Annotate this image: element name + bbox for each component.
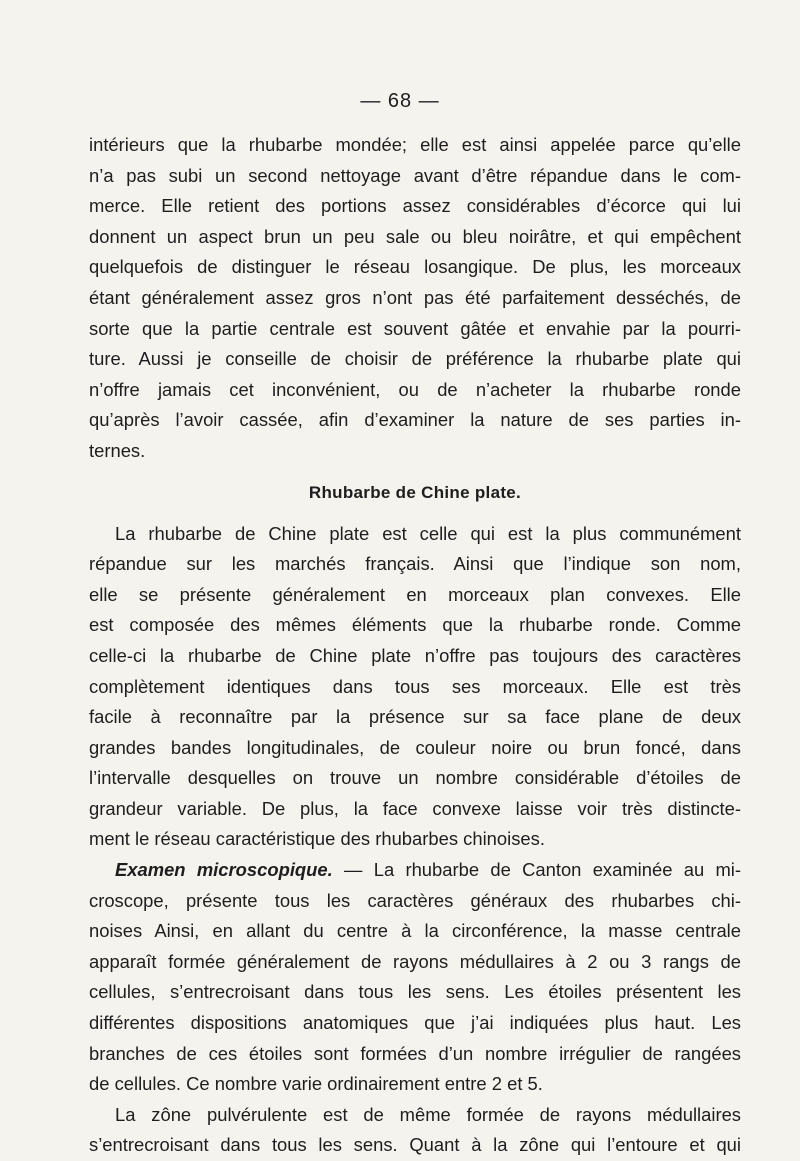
text-line: complètement identiques dans tous ses morceaux. Elle est très: [89, 675, 741, 697]
text-line: ternes.: [89, 439, 146, 461]
page-number: — 68 —: [360, 90, 440, 112]
text-line: merce. Elle retient des portions assez considérables d’écorce qui lui: [89, 195, 741, 217]
text-line: celle-ci la rhubarbe de Chine plate n’offre pas toujours des caractères: [89, 644, 741, 666]
text-line: grandes bandes longitudinales, de couleur noire ou brun foncé, dans: [89, 736, 741, 758]
text-line: branches de ces étoiles sont formées d’un nombre irrégulier de rangées: [89, 1042, 741, 1064]
text-line: cellules, s’entrecroisant dans tous les sens. Les étoiles présentent les: [89, 981, 741, 1003]
text-line: ture. Aussi je conseille de choisir de préférence la rhubarbe plate qui: [89, 348, 741, 370]
text-line: apparaît formée généralement de rayons médullaires à 2 ou 3 rangs de: [89, 950, 741, 972]
text-line: ment le réseau caractéristique des rhubarbes chinoises.: [89, 828, 545, 850]
paragraph-1: [89, 130, 741, 467]
text-line: n’a pas subi un second nettoyage avant d’être répandue dans le com-: [89, 164, 741, 186]
text-line: de cellules. Ce nombre varie ordinairement entre 2 et 5.: [89, 1073, 543, 1095]
text-line: est composée des mêmes éléments que la rhubarbe ronde. Comme: [89, 614, 741, 636]
section-heading: Rhubarbe de Chine plate.: [308, 482, 522, 502]
text-line: donnent un aspect brun un peu sale ou bleu noirâtre, et qui empêchent: [89, 225, 741, 247]
text-line: sorte que la partie centrale est souvent gâtée et envahie par la pourri-: [89, 317, 741, 339]
text-line: La zône pulvérulente est de même formée de rayons médullaires: [115, 1103, 741, 1125]
text-line: intérieurs que la rhubarbe mondée; elle est ainsi appelée parce qu’elle: [89, 134, 741, 155]
text-line: s’entrecroisant dans tous les sens. Quant à la zône qui l’entoure et qui: [89, 1134, 741, 1156]
text-line: répandue sur les marchés français. Ainsi que l’indique son nom,: [89, 553, 741, 575]
text-line: [89, 855, 741, 886]
text-line: croscope, présente tous les caractères généraux des rhubarbes chi-: [89, 889, 741, 911]
paragraph-4: [89, 1100, 741, 1161]
paragraph-2: [89, 519, 741, 856]
text-line: différentes dispositions anatomiques que j’ai indiquées plus haut. Les: [89, 1012, 741, 1034]
text-line: qu’après l’avoir cassée, afin d’examiner la nature de ses parties in-: [89, 409, 741, 431]
subsection-label: Examen microscopique.: [115, 859, 333, 881]
text-line: noises Ainsi, en allant du centre à la circonférence, la masse centrale: [89, 920, 741, 942]
text-line: La rhubarbe de Chine plate est celle qui est la plus communément: [115, 522, 741, 544]
text-line: l’intervalle desquelles on trouve un nombre considérable d’étoiles de: [89, 767, 741, 789]
paragraph-3: [89, 855, 741, 1100]
text-line: n’offre jamais cet inconvénient, ou de n’acheter la rhubarbe ronde: [89, 378, 741, 400]
text-line: elle se présente généralement en morceaux plan convexes. Elle: [89, 583, 741, 605]
text-line: facile à reconnaître par la présence sur sa face plane de deux: [89, 706, 741, 728]
page-body: [89, 130, 741, 1161]
text-line: quelquefois de distinguer le réseau losangique. De plus, les morceaux: [89, 256, 741, 278]
text-line: grandeur variable. De plus, la face convexe laisse voir très distincte-: [89, 797, 741, 819]
text-run: — La rhubarbe de Canton examinée au mi-: [332, 859, 741, 881]
text-line: étant généralement assez gros n’ont pas été parfaitement desséchés, de: [89, 286, 741, 308]
